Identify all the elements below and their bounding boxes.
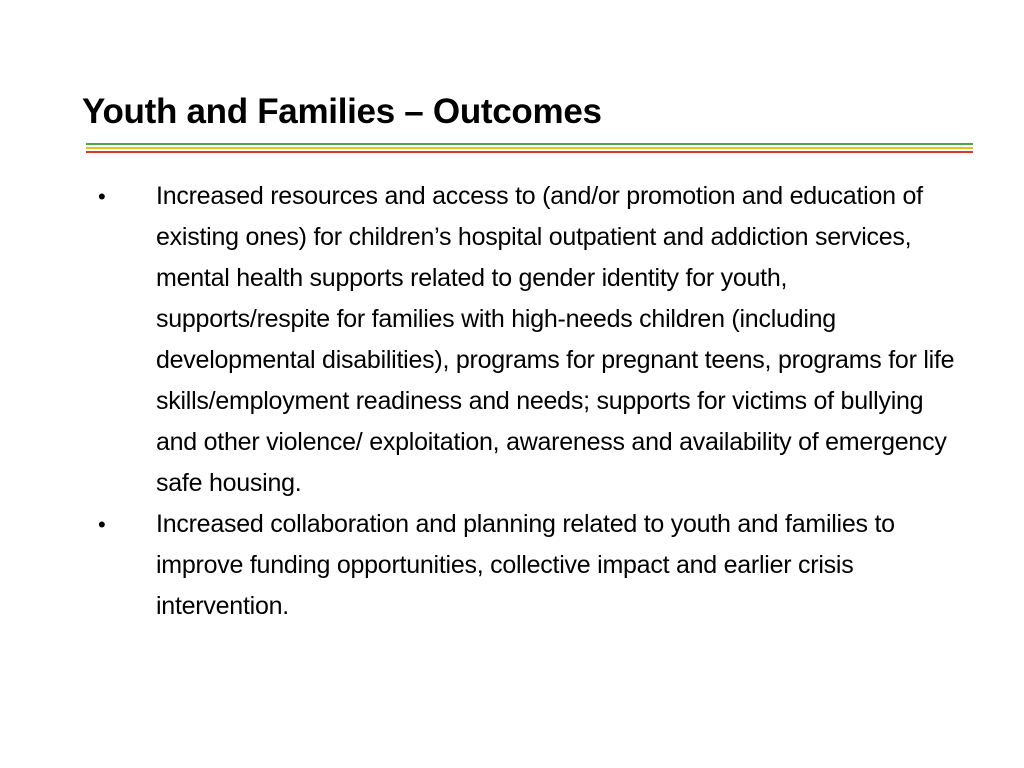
title-rule-green [86, 143, 973, 145]
bullet-text: Increased collaboration and planning related to youth and families to improve funding opportunities, collective impact and earlier crisis intervention. [156, 510, 895, 620]
bullet-icon: • [98, 512, 106, 537]
bullet-icon: • [98, 184, 106, 209]
title-rule-yellow [86, 147, 973, 149]
bullet-text: Increased resources and access to (and/or promotion and education of existing ones) for children’s hospital outpatient and addiction services, mental health supports related to gender identity for youth, supports/respite for families with high-needs children (including developmental disabilities), programs for pregnant teens, programs for life skills/employment readiness and needs; supports for victims of bullying and other violence/ exploitation, awareness and availability of emergency safe housing. [156, 182, 955, 497]
bullet-item [0, 504, 966, 627]
bullet-list [0, 176, 1024, 627]
bullet-item [0, 176, 966, 504]
title-rule-red [86, 151, 973, 153]
slide-title: Youth and Families – Outcomes [82, 92, 602, 131]
